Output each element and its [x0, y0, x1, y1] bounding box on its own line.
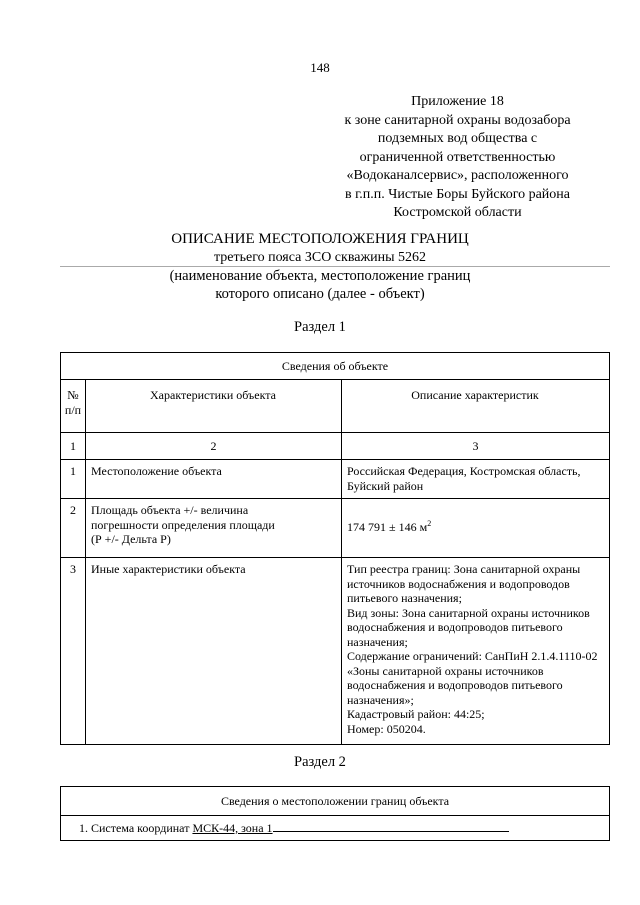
- description-line: Кадастровый район: 44:25;: [347, 707, 485, 721]
- column-number: 2: [86, 433, 342, 460]
- column-number: 3: [342, 433, 610, 460]
- description-line: водоснабжения и водопроводов питьевого: [347, 678, 563, 692]
- row-description: [342, 558, 610, 745]
- appendix-line: Костромской области: [393, 205, 522, 220]
- row-num: 2: [61, 499, 86, 558]
- table-row: [61, 558, 610, 745]
- description-line: Российская Федерация, Костромская область,: [347, 464, 581, 478]
- row-description: [342, 499, 610, 558]
- fill-line: [273, 821, 509, 832]
- area-value: 174 791 ± 146 м: [347, 520, 428, 535]
- row-num: 1: [61, 460, 86, 499]
- boundary-info-table: [60, 786, 610, 841]
- page-number: 148: [310, 60, 330, 75]
- description-line: Номер: 050204.: [347, 721, 426, 736]
- document-caption: [0, 268, 640, 303]
- description-line: «Зоны санитарной охраны источников: [347, 663, 544, 678]
- table-caption: Сведения о местоположении границ объекта: [61, 787, 610, 816]
- object-info-table: [60, 352, 610, 745]
- description-line: назначения;: [347, 634, 408, 649]
- appendix-block: [325, 93, 590, 223]
- table-row: [61, 499, 610, 558]
- area-unit-sup: 2: [427, 519, 432, 529]
- appendix-line: в г.п.п. Чистые Боры Буйского района: [344, 186, 571, 202]
- header-num-line2: п/п: [64, 402, 82, 417]
- appendix-line: ограниченной ответственностью: [359, 149, 556, 165]
- appendix-line: подземных вод общества с: [377, 131, 538, 146]
- title-rule: [60, 266, 610, 267]
- coordinate-system-line: [61, 816, 610, 841]
- header-num: [61, 380, 86, 433]
- description-line: водоснабжения и водопроводов питьевого: [347, 620, 563, 634]
- description-line: питьевого назначения;: [347, 591, 462, 605]
- characteristic-line: погрешности определения площади: [91, 517, 275, 532]
- description-line: Тип реестра границ: Зона санитарной охраны: [347, 562, 581, 576]
- row-characteristic: [86, 499, 342, 558]
- header-description: Описание характеристик: [342, 380, 610, 433]
- description-line: назначения»;: [347, 692, 414, 707]
- row-characteristic: Иные характеристики объекта: [86, 558, 342, 745]
- description-line: Буйский район: [347, 478, 424, 493]
- document-subtitle: третьего пояса ЗСО скважины 5262: [213, 250, 427, 265]
- column-number: 1: [61, 433, 86, 460]
- header-characteristic: Характеристики объекта: [86, 380, 342, 433]
- caption-line: которого описано (далее - объект): [215, 285, 425, 302]
- description-line: Содержание ограничений: СанПиН 2.1.4.1110-02: [347, 649, 598, 663]
- row-num: 3: [61, 558, 86, 745]
- coord-value: МСК-44, зона 1: [192, 820, 273, 835]
- appendix-title: Приложение 18: [411, 94, 504, 109]
- appendix-line: к зоне санитарной охраны водозабора: [344, 112, 571, 128]
- characteristic-line: Площадь объекта +/- величина: [91, 503, 249, 517]
- table-caption: Сведения об объекте: [61, 353, 610, 380]
- header-num-line1: №: [67, 388, 79, 402]
- section2-heading: Раздел 2: [294, 754, 346, 770]
- document-title: ОПИСАНИЕ МЕСТОПОЛОЖЕНИЯ ГРАНИЦ: [171, 231, 469, 247]
- caption-line: (наименование объекта, местоположение границ: [169, 268, 471, 284]
- row-description: [342, 460, 610, 499]
- section1-heading: Раздел 1: [294, 319, 346, 335]
- coord-prefix: 1. Система координат: [79, 820, 193, 835]
- characteristic-line: (Р +/- Дельта Р): [91, 532, 171, 546]
- appendix-line: «Водоканалсервис», расположенного: [346, 168, 569, 183]
- description-line: источников водоснабжения и водопроводов: [347, 576, 570, 591]
- row-characteristic: Местоположение объекта: [86, 460, 342, 499]
- table-row: [61, 460, 610, 499]
- description-line: Вид зоны: Зона санитарной охраны источников: [347, 605, 590, 620]
